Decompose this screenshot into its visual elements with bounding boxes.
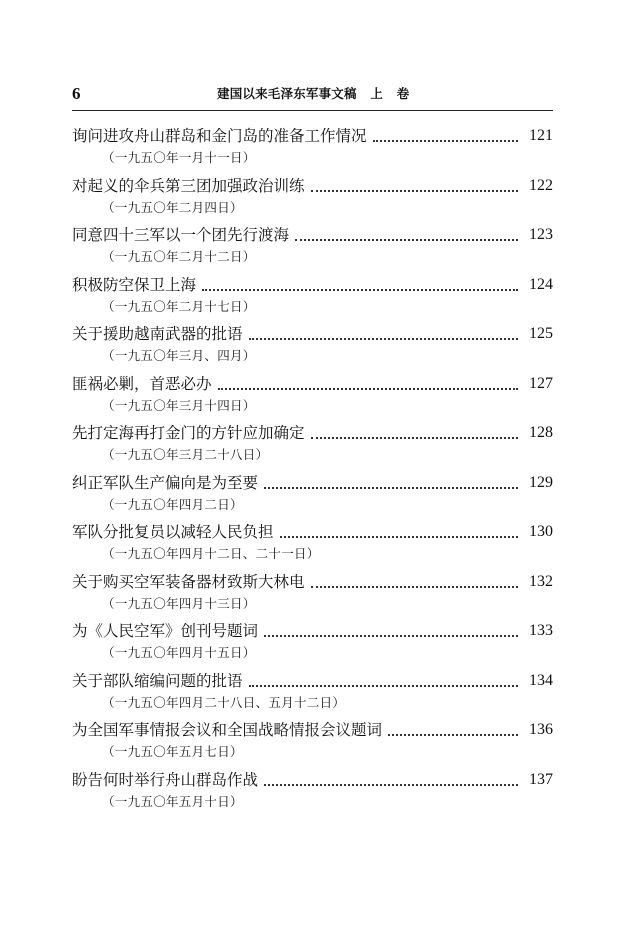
toc-entry-title: 对起义的伞兵第三团加强政治训练	[72, 176, 305, 195]
toc-entry-title-line	[72, 518, 553, 544]
toc-entry	[72, 419, 553, 469]
toc-entry	[72, 469, 553, 519]
toc-entry-title: 同意四十三军以一个团先行渡海	[72, 226, 290, 244]
toc-entry-date: （一九五〇年四月二十八日、五月十二日）	[102, 694, 346, 710]
toc-entry-title: 为全国军事情报会议和全国战略情报会议题词	[72, 721, 383, 739]
toc-entry-date: （一九五〇年二月四日）	[102, 199, 243, 215]
toc-entry-page-number: 130	[529, 523, 553, 540]
toc-entry-title: 先打定海再打金门的方针应加确定	[72, 424, 305, 442]
running-head: 建国以来毛泽东军事文稿 上 卷	[217, 86, 410, 101]
dot-leader	[218, 388, 518, 390]
toc-entry-date: （一九五〇年一月十一日）	[102, 150, 256, 165]
toc-entry	[72, 568, 553, 618]
toc-entry-title-line	[72, 667, 553, 693]
toc-entry-title-line	[72, 766, 553, 792]
toc-entry-date: （一九五〇年三月二十八日）	[102, 447, 269, 462]
toc-entry-title: 关于部队缩编问题的批语	[72, 671, 243, 690]
dot-leader	[249, 685, 518, 687]
toc-entry-title: 盼告何时举行舟山群岛作战	[72, 770, 259, 789]
dot-leader	[311, 586, 518, 588]
toc-entry-page-number: 128	[529, 424, 553, 441]
toc-entry-title: 军队分批复员以减轻人民负担	[72, 523, 274, 541]
toc-entry	[72, 766, 553, 816]
toc-entry	[72, 518, 553, 568]
toc-entry	[72, 667, 553, 717]
page-header	[72, 84, 552, 104]
dot-leader	[311, 437, 518, 439]
toc-entry-title-line	[72, 419, 553, 445]
toc-entry-date: （一九五〇年五月七日）	[102, 744, 243, 759]
dot-leader	[264, 487, 518, 489]
toc-entry-page-number: 137	[529, 770, 553, 788]
toc-entry-title: 为《人民空军》创刊号题词	[72, 622, 259, 640]
toc-entry-title-line	[72, 122, 553, 148]
toc-entry-page-number: 125	[529, 325, 553, 342]
dot-leader	[249, 338, 518, 340]
toc-entry-page-number: 123	[529, 226, 553, 243]
toc-entry	[72, 271, 553, 321]
toc-entry-title: 关于购买空军装备器材致斯大林电	[72, 572, 305, 591]
toc-entry-title-line	[72, 370, 553, 396]
toc-entry-page-number: 132	[529, 572, 553, 590]
dot-leader	[264, 784, 518, 786]
dot-leader	[295, 239, 518, 241]
toc-entry-page-number: 136	[529, 721, 553, 738]
toc-entry-title-line	[72, 271, 553, 297]
toc-entry-date: （一九五〇年三月十四日）	[102, 397, 256, 413]
toc-entry-title-line	[72, 172, 553, 198]
toc-entry-title-line	[72, 716, 553, 742]
toc-entry	[72, 221, 553, 271]
toc-entry-page-number: 121	[529, 127, 553, 144]
toc-entry	[72, 172, 553, 222]
dot-leader	[202, 289, 518, 291]
toc-entry	[72, 122, 553, 172]
toc-entry-title-line	[72, 320, 553, 346]
toc-entry-title: 纠正军队生产偏向是为至要	[72, 473, 259, 492]
toc-entry-date: （一九五〇年五月十日）	[102, 793, 243, 809]
toc-entry-page-number: 134	[529, 671, 553, 689]
toc-entry	[72, 370, 553, 420]
page-number: 6	[72, 84, 81, 103]
toc-entry-title: 匪祸必剿，首恶必办	[72, 374, 212, 393]
toc-entry-title-line	[72, 469, 553, 495]
toc-entry-title: 询问进攻舟山群岛和金门岛的准备工作情况	[72, 127, 367, 145]
toc-entry-date: （一九五〇年四月十三日）	[102, 595, 256, 611]
header-rule	[72, 110, 553, 111]
dot-leader	[373, 140, 518, 142]
toc-entry-title-line	[72, 568, 553, 594]
toc-entry-title-line	[72, 617, 553, 643]
toc-entry	[72, 617, 553, 667]
toc-entry-title: 积极防空保卫上海	[72, 275, 197, 294]
dot-leader	[311, 190, 518, 192]
dot-leader	[264, 635, 518, 637]
toc-entry-page-number: 124	[529, 275, 553, 293]
toc-entry-page-number: 122	[529, 176, 553, 194]
dot-leader	[280, 536, 518, 538]
toc-entry-page-number: 133	[529, 622, 553, 639]
toc-entry-page-number: 129	[529, 473, 553, 491]
toc-entry-page-number: 127	[529, 374, 553, 392]
table-of-contents	[72, 122, 553, 815]
toc-entry-date: （一九五〇年四月十五日）	[102, 645, 256, 660]
toc-entry	[72, 716, 553, 766]
toc-entry-title-line	[72, 221, 553, 247]
toc-entry-date: （一九五〇年二月十二日）	[102, 249, 256, 264]
toc-entry	[72, 320, 553, 370]
toc-entry-date: （一九五〇年三月、四月）	[102, 348, 256, 363]
toc-entry-date: （一九五〇年四月二日）	[102, 496, 243, 512]
toc-entry-date: （一九五〇年四月十二日、二十一日）	[102, 546, 320, 561]
toc-entry-date: （一九五〇年二月十七日）	[102, 298, 256, 314]
dot-leader	[388, 734, 518, 736]
toc-entry-title: 关于援助越南武器的批语	[72, 325, 243, 343]
